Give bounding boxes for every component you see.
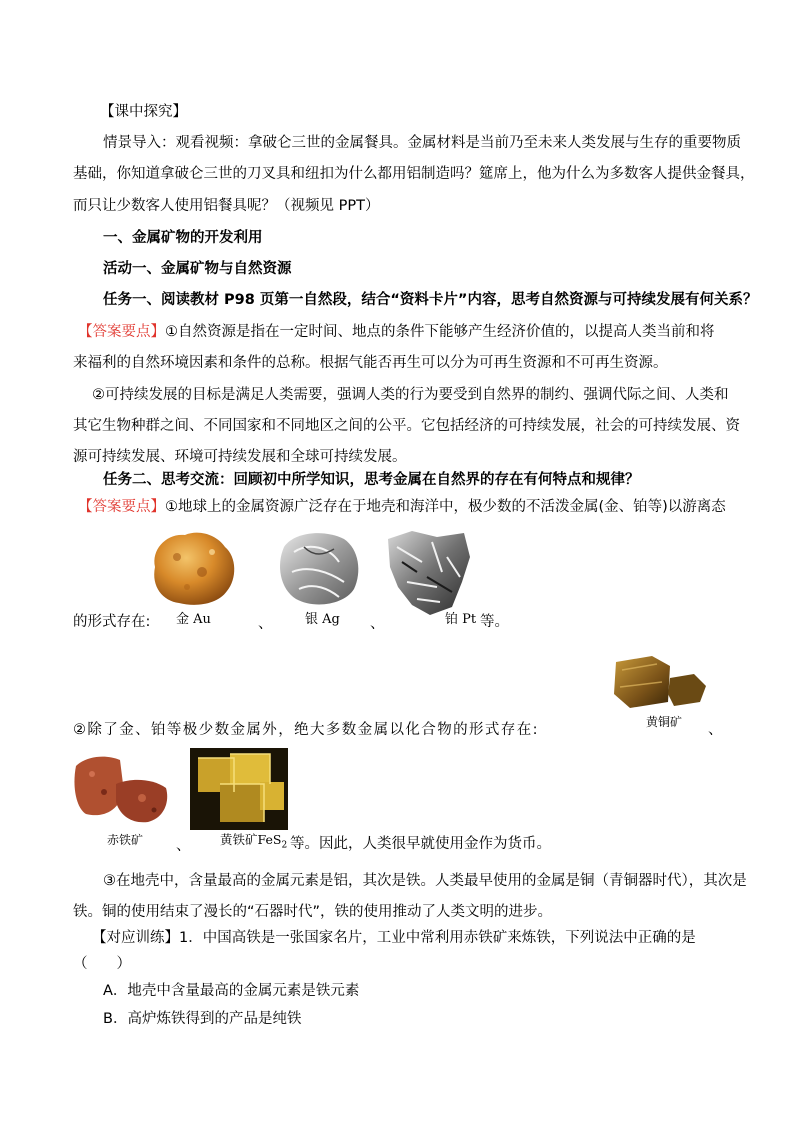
option-a: A．地壳中含量最高的金属元素是铁元素 [103, 983, 360, 999]
heading-metal-minerals: 一、金属矿物的开发利用 [103, 230, 263, 246]
silver-image [274, 527, 364, 609]
task2-a2-suffix: 等。因此，人类很早就使用金作为货币。 [290, 836, 551, 852]
task1-question [103, 290, 757, 310]
pyrite-image [190, 748, 288, 830]
task2-a1-suffix: 等。 [480, 614, 509, 630]
task2-question [103, 470, 640, 490]
chalcopyrite-caption: 黄铜矿 [646, 715, 683, 729]
pyrite-subscript: 2 [281, 840, 288, 851]
platinum-caption: 铂 Pt [445, 612, 477, 627]
gold-caption: 金 Au [176, 612, 211, 627]
task2-answer-line-1 [78, 497, 726, 517]
pyrite-caption-text: 黄铁矿FeS [220, 832, 282, 847]
practice-q1-line1: 1．中国高铁是一张国家名片，工业中常利用赤铁矿来炼铁，下列说法中正确的是 [179, 930, 696, 946]
hematite-caption: 赤铁矿 [107, 833, 144, 847]
heading-activity-one: 活动一、金属矿物与自然资源 [103, 261, 292, 277]
separator: 、 [370, 616, 385, 632]
task1-a2-line2: 其它生物种群之间、不同国家和不同地区之间的公平。它包括经济的可持续发展，社会的可持续发展、资 [73, 418, 740, 434]
chalcopyrite-image [612, 652, 708, 712]
task1-answer-line-1 [78, 322, 715, 342]
gold-nugget-image [147, 527, 239, 609]
intro-line-2: 基础，你知道拿破仑三世的刀叉具和纽扣为什么都用铝制造吗？筵席上，他为什么为多数客人提供金餐具， [73, 166, 755, 182]
practice-question-1 [92, 928, 696, 948]
task2-a1-prefix: 的形式存在: [73, 614, 151, 630]
task1-a1-line1: ①自然资源是指在一定时间、地点的条件下能够产生经济价值的，以提高人类当前和将 [165, 324, 715, 340]
separator: 、 [176, 838, 191, 854]
section-header: 【课中探究】 [100, 104, 187, 120]
silver-caption: 银 Ag [305, 612, 340, 627]
pyrite-caption [220, 830, 287, 856]
practice-q1-line2: （ ） [73, 956, 131, 972]
option-b: B．高炉炼铁得到的产品是纯铁 [103, 1011, 302, 1027]
task1-a2-line1: ②可持续发展的目标是满足人类需要，强调人类的行为要受到自然界的制约、强调代际之间、人类和 [92, 387, 729, 403]
intro-line-3: 而只让少数客人使用铝餐具呢？（视频见 PPT） [73, 198, 380, 214]
task2-a2-text: ②除了金、铂等极少数金属外，绝大多数金属以化合物的形式存在: [73, 722, 539, 738]
hematite-image [72, 752, 172, 826]
task2-a3-line1: ③在地壳中，含量最高的金属元素是铝，其次是铁。人类最早使用的金属是铜（青铜器时代），其次是 [103, 873, 747, 889]
separator: 、 [258, 616, 273, 632]
separator: 、 [708, 722, 723, 738]
task2-a1-line1: ①地球上的金属资源广泛存在于地壳和海洋中，极少数的不活泼金属(金、铂等)以游离态 [165, 499, 726, 515]
practice-label: 【对应训练】 [92, 930, 179, 946]
intro-line-1: 情景导入：观看视频：拿破仑三世的金属餐具。金属材料是当前乃至未来人类发展与生存的重要物质 [103, 135, 741, 151]
task2-a3-line2: 铁。铜的使用结束了漫长的“石器时代”，铁的使用推动了人类文明的进步。 [73, 904, 553, 920]
task1-a1-line2: 来福利的自然环境因素和条件的总称。根据气能否再生可以分为可再生资源和不可再生资源。 [73, 355, 668, 371]
task2-text: 任务二、思考交流：回顾初中所学知识，思考金属在自然界的存在有何特点和规律？ [103, 472, 640, 488]
platinum-image [382, 527, 474, 619]
answer-label: 【答案要点】 [78, 324, 165, 340]
task1-text: 任务一、阅读教材 P98 页第一自然段，结合“资料卡片”内容，思考自然资源与可持续发展有何关系？ [103, 292, 758, 308]
task1-a2-line3: 源可持续发展、环境可持续发展和全球可持续发展。 [73, 449, 407, 465]
answer-label: 【答案要点】 [78, 499, 165, 515]
